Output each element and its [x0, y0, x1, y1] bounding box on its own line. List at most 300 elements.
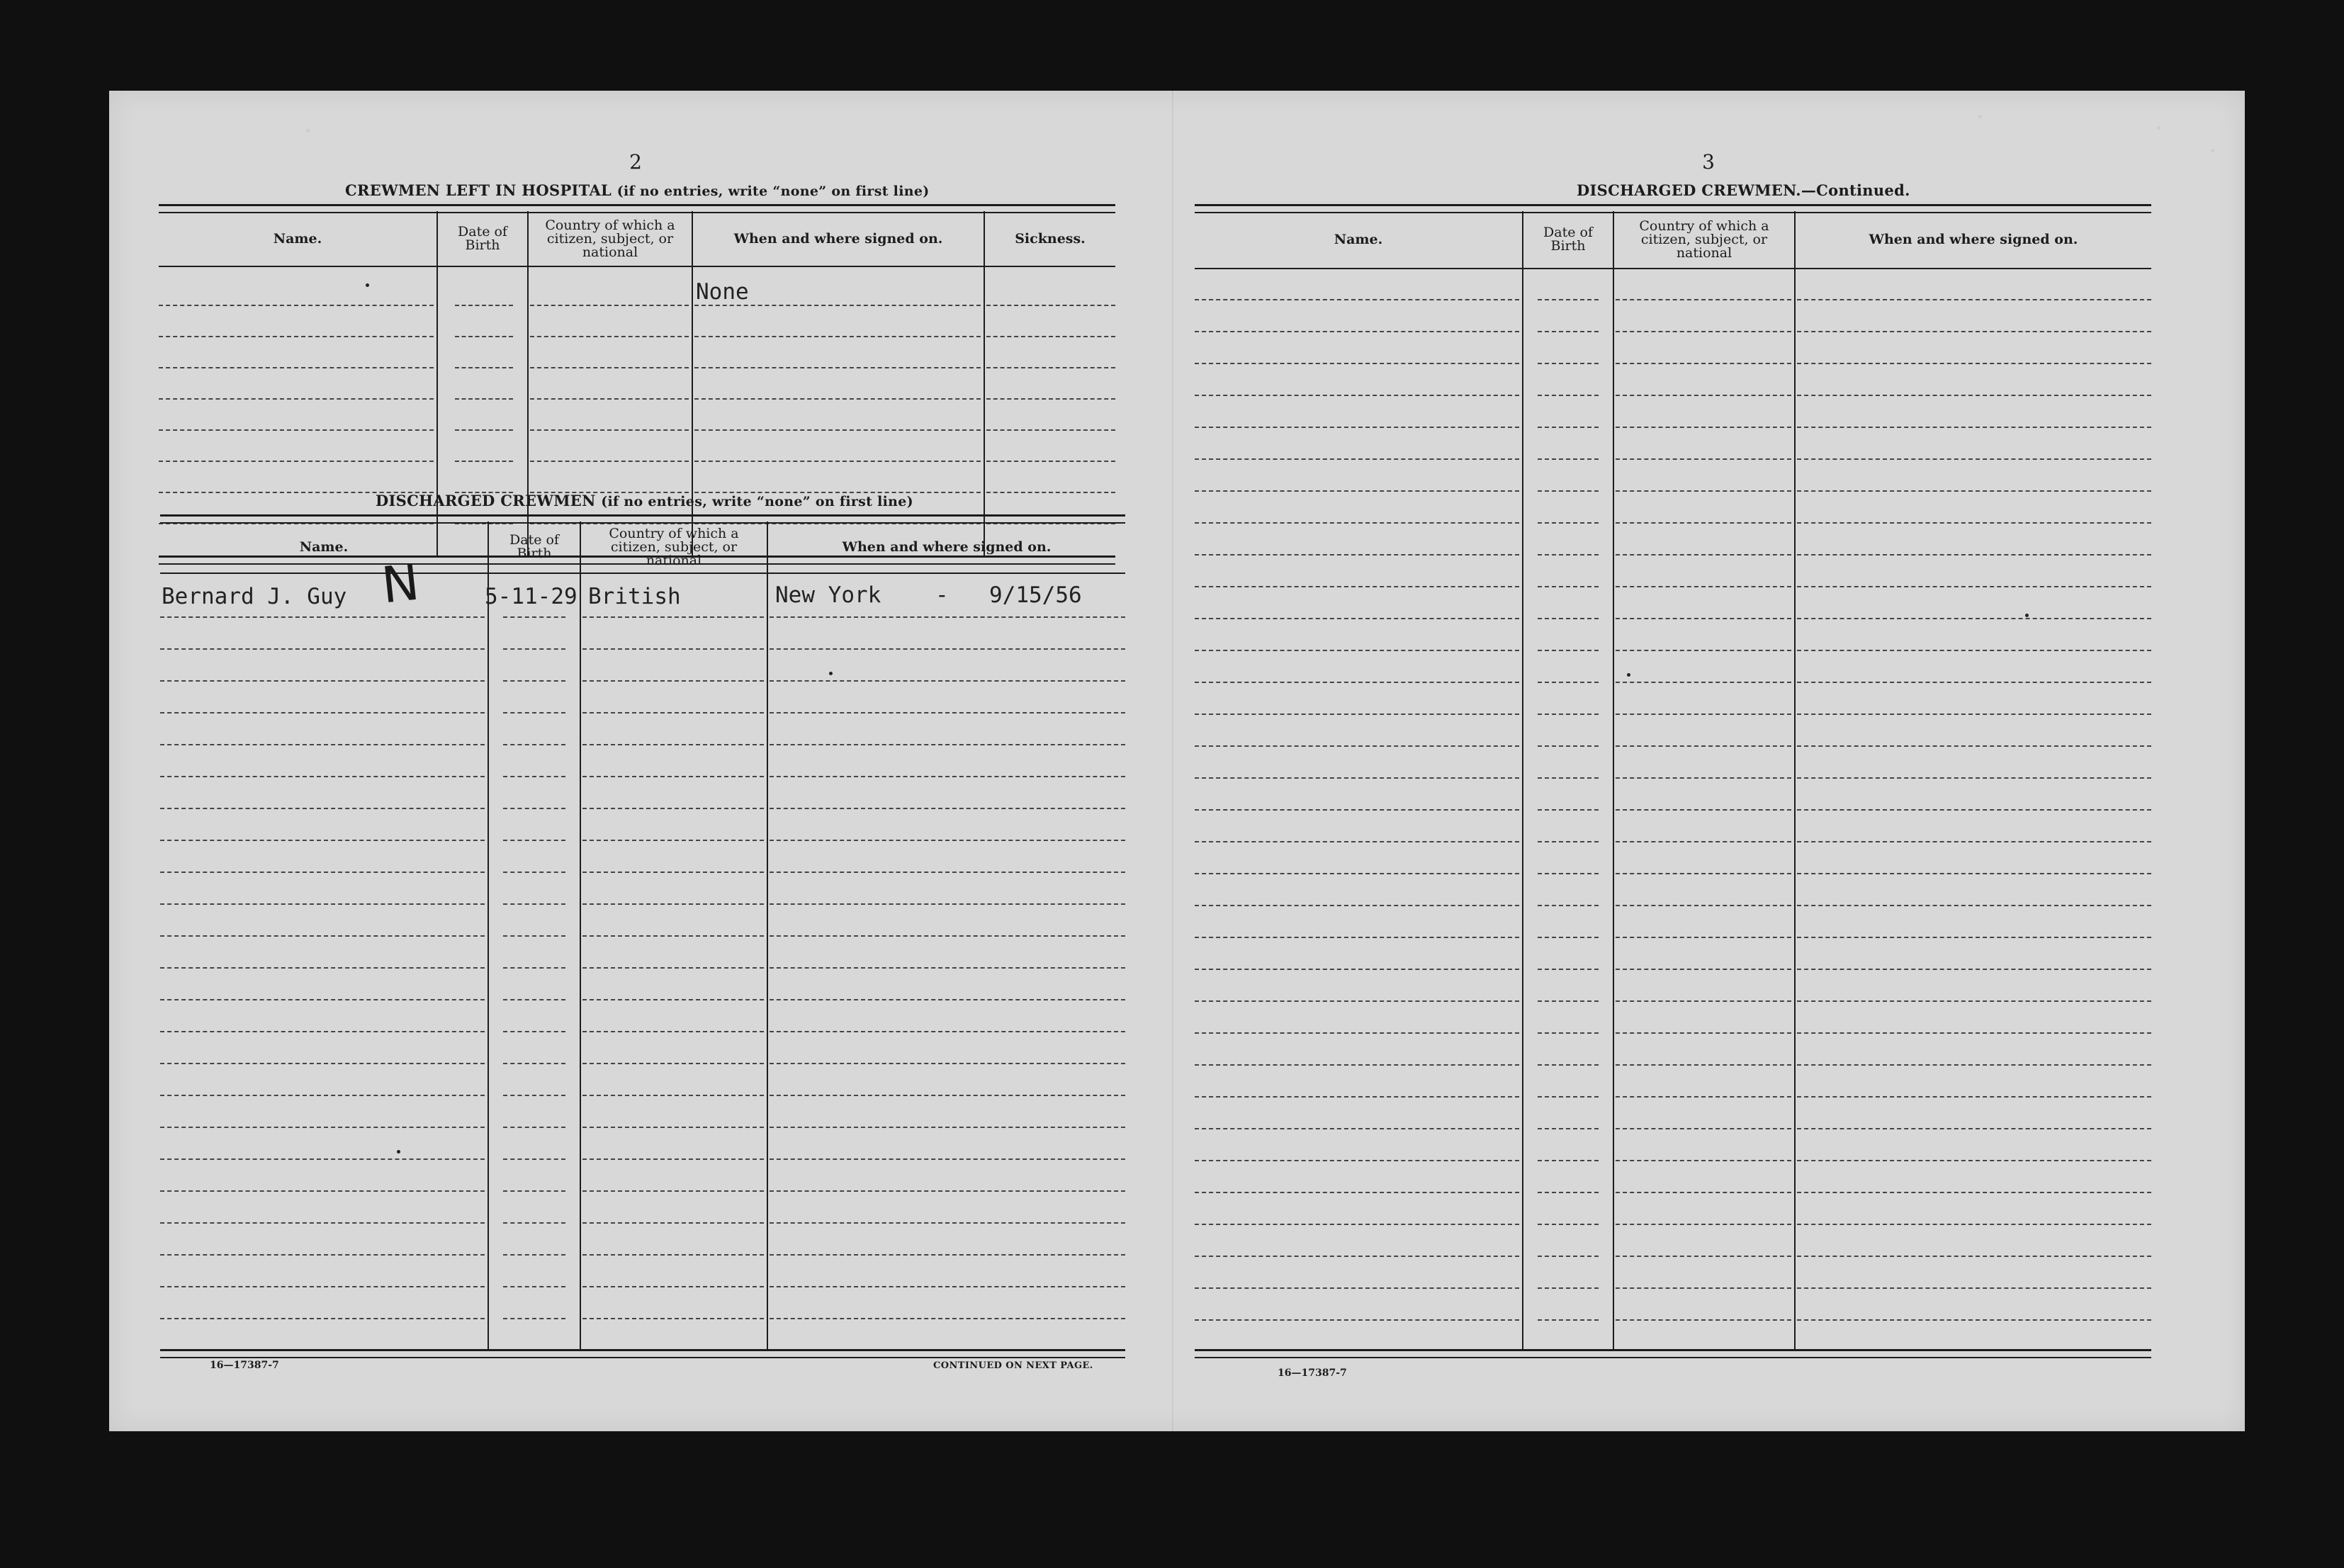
entry-line [503, 680, 565, 682]
entry-line [582, 999, 764, 1000]
entry-line [530, 336, 689, 337]
entry-line [1797, 1319, 2151, 1321]
entry-line [160, 999, 485, 1000]
entry-line [1616, 490, 1791, 492]
entry-line [1195, 618, 1519, 619]
entry-line [1797, 873, 2151, 874]
entry-line [1616, 777, 1791, 779]
entry-line [530, 461, 689, 462]
entry-line [1195, 586, 1519, 587]
entry-line [1797, 777, 2151, 779]
entry-line [770, 872, 1125, 873]
entry-line [1538, 1287, 1599, 1289]
entry-line [160, 648, 485, 650]
entry-line [1195, 363, 1519, 364]
entry-line [1538, 522, 1599, 524]
table-bottom-rule [1195, 1349, 2151, 1358]
entry-line [503, 648, 565, 650]
entry-line [770, 1127, 1125, 1128]
entry-line [1538, 905, 1599, 906]
entry-line [503, 1063, 565, 1064]
entry-line [770, 1158, 1125, 1160]
entry-line [503, 1095, 565, 1096]
entry-line [1616, 299, 1791, 300]
entry-line [1797, 490, 2151, 492]
entry-line [770, 776, 1125, 777]
entry-line [1616, 458, 1791, 460]
entry-line [1797, 682, 2151, 683]
entry-line [455, 398, 513, 400]
column-header-country: Country of which a citizen, subject, or national [1639, 218, 1769, 261]
entry-line [1797, 714, 2151, 715]
entry-line [1616, 1256, 1791, 1257]
column-header-country: Country of which a citizen, subject, or national [545, 217, 675, 260]
entry-line [503, 1286, 565, 1287]
entry-line [503, 808, 565, 809]
entry-line [1797, 1256, 2151, 1257]
entry-line [1538, 777, 1599, 779]
entry-line [582, 680, 764, 682]
entry-line [1797, 1032, 2151, 1034]
entry-line [1195, 1160, 1519, 1161]
entry-line [1538, 490, 1599, 492]
entry-line [1797, 363, 2151, 364]
entry-line [1195, 1128, 1519, 1129]
column-header-country: Country of which a citizen, subject, or national [609, 525, 739, 568]
entry-line [1538, 1256, 1599, 1257]
entry-line [455, 305, 513, 306]
entry-line [160, 1031, 485, 1032]
entry-line [1616, 1160, 1791, 1161]
entry-line [1616, 586, 1791, 587]
scan-speck [306, 129, 310, 132]
entry-line [770, 903, 1125, 905]
column-header-name: Name. [1334, 232, 1383, 247]
entry-line [160, 712, 485, 714]
entry-line [770, 935, 1125, 937]
entry-line [1195, 1096, 1519, 1098]
entry-line [582, 1286, 764, 1287]
discharged-title-text: DISCHARGED CREWMEN [376, 492, 596, 509]
entry-line [1538, 1192, 1599, 1193]
column-divider [1794, 211, 1796, 1349]
entry-line [1797, 1064, 2151, 1066]
entry-line [1797, 1287, 2151, 1289]
entry-line [694, 367, 981, 368]
entry-line [1616, 331, 1791, 332]
entry-line [986, 492, 1115, 493]
entry-line [1195, 554, 1519, 555]
entry-line [1195, 841, 1519, 842]
column-divider [767, 521, 768, 1349]
entry-line [582, 808, 764, 809]
column-divider [580, 521, 581, 1349]
entry-line [582, 776, 764, 777]
entry-line [159, 429, 434, 431]
entry-line [1616, 1032, 1791, 1034]
entry-line [530, 367, 689, 368]
entry-line [1797, 1128, 2151, 1129]
entry-line [1797, 554, 2151, 555]
column-header-name: Name. [273, 231, 322, 247]
entry-line [1538, 1160, 1599, 1161]
entry-line [503, 935, 565, 937]
entry-line [1616, 395, 1791, 396]
entry-line [1616, 1128, 1791, 1129]
entry-line [455, 336, 513, 337]
entry-line [503, 1254, 565, 1256]
entry-line [1195, 1287, 1519, 1289]
entry-line [1538, 1064, 1599, 1066]
column-divider [1522, 211, 1523, 1349]
column-header-sickness: Sickness. [1015, 231, 1086, 247]
entry-line [530, 305, 689, 306]
entry-line [694, 461, 981, 462]
entry-line [1797, 905, 2151, 906]
entry-line [770, 999, 1125, 1000]
column-header-dob: Date of Birth [1543, 225, 1593, 254]
entry-line [694, 305, 981, 306]
entry-line [1195, 809, 1519, 811]
entry-line [1195, 714, 1519, 715]
entry-line [1195, 682, 1519, 683]
entry-line [770, 1222, 1125, 1224]
entry-line [1616, 1192, 1791, 1193]
entry-line [1797, 809, 2151, 811]
entry-line [1195, 1319, 1519, 1321]
entry-line [503, 712, 565, 714]
entry-line [1195, 522, 1519, 524]
scan-speck [2211, 149, 2214, 152]
column-header-signed-on: When and where signed on. [1869, 232, 2078, 247]
entry-line [503, 1318, 565, 1319]
entry-line [455, 367, 513, 368]
entry-line [1797, 745, 2151, 747]
entry-line [1616, 363, 1791, 364]
entry-line [1538, 1032, 1599, 1034]
entry-line [503, 776, 565, 777]
entry-line [160, 1286, 485, 1287]
entry-line [1797, 522, 2151, 524]
entry-line [1195, 299, 1519, 300]
entry-line [160, 1127, 485, 1128]
entry-line [770, 712, 1125, 714]
entry-line [694, 398, 981, 400]
right-page [1172, 91, 2246, 1431]
entry-line [1538, 1319, 1599, 1321]
entry-line [1195, 1192, 1519, 1193]
column-divider [1613, 211, 1614, 1349]
entry-line [1797, 1160, 2151, 1161]
entry-line [1538, 586, 1599, 587]
entry-line [1616, 1096, 1791, 1098]
hospital-title-text: CREWMEN LEFT IN HOSPITAL [345, 181, 612, 199]
entry-line [582, 1063, 764, 1064]
entry-line [1195, 395, 1519, 396]
entry-line [1797, 586, 2151, 587]
discharged-section-title [376, 492, 913, 509]
entry-line [1195, 937, 1519, 938]
entry-line [1616, 650, 1791, 651]
form-number: 16—17387-7 [1278, 1367, 1347, 1379]
entry-line [770, 680, 1125, 682]
entry-line [1195, 1064, 1519, 1066]
entry-line [159, 367, 434, 368]
entry-line [1195, 1032, 1519, 1034]
entry-line [582, 1031, 764, 1032]
entry-line [160, 616, 485, 618]
entry-line [770, 1318, 1125, 1319]
entry-line [582, 616, 764, 618]
entry-line [582, 712, 764, 714]
entry-line [1616, 1319, 1791, 1321]
entry-line [160, 808, 485, 809]
hospital-entry-none: None [696, 279, 749, 305]
crewman-name: Bernard J. Guy [162, 584, 347, 609]
entry-line [503, 1158, 565, 1160]
header-bottom-rule [1195, 268, 2151, 269]
signed-on-separator: - [935, 582, 949, 608]
entry-line [1538, 458, 1599, 460]
entry-line [160, 1222, 485, 1224]
entry-line [159, 305, 434, 306]
entry-line [160, 935, 485, 937]
hospital-section-title [345, 181, 930, 199]
entry-line [1797, 427, 2151, 428]
entry-line [582, 840, 764, 841]
entry-line [1616, 1224, 1791, 1225]
entry-line [503, 967, 565, 969]
entry-line [160, 840, 485, 841]
entry-line [1797, 1096, 2151, 1098]
entry-line [455, 461, 513, 462]
entry-line [503, 744, 565, 745]
entry-line [1616, 969, 1791, 970]
entry-line [1797, 1000, 2151, 1002]
entry-line [160, 1190, 485, 1192]
entry-line [159, 461, 434, 462]
entry-line [160, 872, 485, 873]
entry-line [770, 967, 1125, 969]
entry-line [503, 1190, 565, 1192]
document-sheet [109, 91, 2245, 1431]
entry-line [1616, 745, 1791, 747]
entry-line [160, 1095, 485, 1096]
entry-line [160, 1254, 485, 1256]
entry-line [1195, 777, 1519, 779]
entry-line [1195, 331, 1519, 332]
entry-line [160, 744, 485, 745]
entry-line [1538, 1096, 1599, 1098]
entry-line [503, 840, 565, 841]
discharged-table [160, 514, 1125, 1352]
entry-line [455, 429, 513, 431]
entry-line [530, 398, 689, 400]
entry-line [694, 429, 981, 431]
entry-line [1616, 905, 1791, 906]
entry-line [1616, 1287, 1791, 1289]
entry-line [986, 336, 1115, 337]
entry-line [1797, 395, 2151, 396]
entry-line [160, 1158, 485, 1160]
discharged-continued-table [1195, 204, 2151, 1355]
entry-line [503, 616, 565, 618]
entry-line [1195, 427, 1519, 428]
entry-line [503, 872, 565, 873]
entry-line [694, 336, 981, 337]
entry-line [1797, 969, 2151, 970]
form-number: 16—17387-7 [210, 1360, 279, 1371]
entry-line [160, 680, 485, 682]
ink-speck [829, 672, 833, 675]
entry-line [770, 1254, 1125, 1256]
entry-line [1195, 1224, 1519, 1225]
entry-line [1195, 905, 1519, 906]
entry-line [1538, 682, 1599, 683]
entry-line [1538, 873, 1599, 874]
entry-line [1797, 299, 2151, 300]
entry-line [1195, 458, 1519, 460]
entry-line [770, 808, 1125, 809]
entry-line [1538, 1128, 1599, 1129]
entry-line [770, 1190, 1125, 1192]
ink-speck [366, 283, 369, 287]
entry-line [770, 1031, 1125, 1032]
entry-line [1797, 650, 2151, 651]
entry-line [1195, 873, 1519, 874]
entry-line [582, 967, 764, 969]
entry-line [582, 1158, 764, 1160]
column-header-signed-on: When and where signed on. [842, 539, 1052, 555]
entry-line [1538, 1224, 1599, 1225]
handwritten-mark: N [378, 553, 422, 615]
entry-line [1616, 1064, 1791, 1066]
ink-speck [397, 1150, 400, 1154]
discharged-instruction: (if no entries, write “none” on first line) [601, 494, 913, 509]
entry-line [1616, 841, 1791, 842]
signed-on-date: 9/15/56 [989, 582, 1082, 608]
entry-line [1538, 937, 1599, 938]
entry-line [986, 429, 1115, 431]
entry-line [770, 744, 1125, 745]
scan-speck [2157, 126, 2160, 130]
entry-line [1538, 427, 1599, 428]
entry-line [1616, 714, 1791, 715]
entry-line [1797, 937, 2151, 938]
entry-line [770, 840, 1125, 841]
entry-line [986, 461, 1115, 462]
entry-line [582, 1318, 764, 1319]
page-number: 2 [629, 150, 642, 174]
entry-line [770, 1286, 1125, 1287]
entry-line [1616, 522, 1791, 524]
entry-line [1195, 650, 1519, 651]
entry-line [986, 305, 1115, 306]
entry-line [160, 776, 485, 777]
entry-line [1538, 841, 1599, 842]
entry-line [582, 935, 764, 937]
entry-line [159, 336, 434, 337]
entry-line [503, 903, 565, 905]
continued-note: CONTINUED ON NEXT PAGE. [933, 1360, 1093, 1371]
entry-line [1616, 682, 1791, 683]
entry-line [1797, 1192, 2151, 1193]
entry-line [582, 872, 764, 873]
entry-line [1616, 809, 1791, 811]
entry-line [986, 367, 1115, 368]
entry-line [986, 398, 1115, 400]
entry-line [1797, 618, 2151, 619]
entry-line [582, 648, 764, 650]
hospital-instruction: (if no entries, write “none” on first line) [616, 184, 930, 199]
entry-line [582, 1222, 764, 1224]
left-page [109, 91, 1172, 1431]
entry-line [1538, 650, 1599, 651]
entry-line [1538, 299, 1599, 300]
continued-section-title: DISCHARGED CREWMEN.—Continued. [1577, 181, 1910, 199]
entry-line [1616, 1000, 1791, 1002]
entry-line [582, 1127, 764, 1128]
entry-line [503, 1031, 565, 1032]
entry-line [1538, 363, 1599, 364]
entry-line [1538, 618, 1599, 619]
entry-line [582, 1254, 764, 1256]
entry-line [1538, 969, 1599, 970]
entry-line [1538, 554, 1599, 555]
signed-on-place: New York [775, 582, 881, 608]
entry-line [1797, 841, 2151, 842]
crewman-dob: 5-11-29 [485, 584, 577, 609]
entry-line [160, 967, 485, 969]
entry-line [160, 1063, 485, 1064]
entry-line [1195, 490, 1519, 492]
column-divider [488, 521, 489, 1349]
ink-speck [1627, 673, 1630, 677]
entry-line [1195, 745, 1519, 747]
column-header-name: Name. [299, 539, 349, 555]
page-number: 3 [1702, 150, 1715, 174]
scan-speck [1978, 115, 1982, 118]
entry-line [1616, 937, 1791, 938]
crewman-country: British [588, 584, 681, 609]
entry-line [582, 744, 764, 745]
entry-line [1797, 458, 2151, 460]
entry-line [503, 999, 565, 1000]
entry-line [1797, 331, 2151, 332]
entry-line [159, 398, 434, 400]
entry-line [1616, 873, 1791, 874]
entry-line [770, 616, 1125, 618]
entry-line [1538, 331, 1599, 332]
entry-line [770, 1063, 1125, 1064]
entry-line [1538, 395, 1599, 396]
entry-line [1797, 1224, 2151, 1225]
column-header-signed-on: When and where signed on. [733, 231, 943, 247]
entry-line [1195, 969, 1519, 970]
entry-line [1616, 427, 1791, 428]
entry-line [503, 1127, 565, 1128]
entry-line [582, 903, 764, 905]
entry-line [770, 1095, 1125, 1096]
ink-speck [2025, 614, 2029, 617]
column-header-dob: Date of Birth [458, 224, 507, 253]
entry-line [1195, 1000, 1519, 1002]
header-bottom-rule [160, 573, 1125, 574]
entry-line [530, 429, 689, 431]
entry-line [160, 1318, 485, 1319]
column-header-dob: Date of Birth [509, 532, 559, 561]
entry-line [160, 903, 485, 905]
